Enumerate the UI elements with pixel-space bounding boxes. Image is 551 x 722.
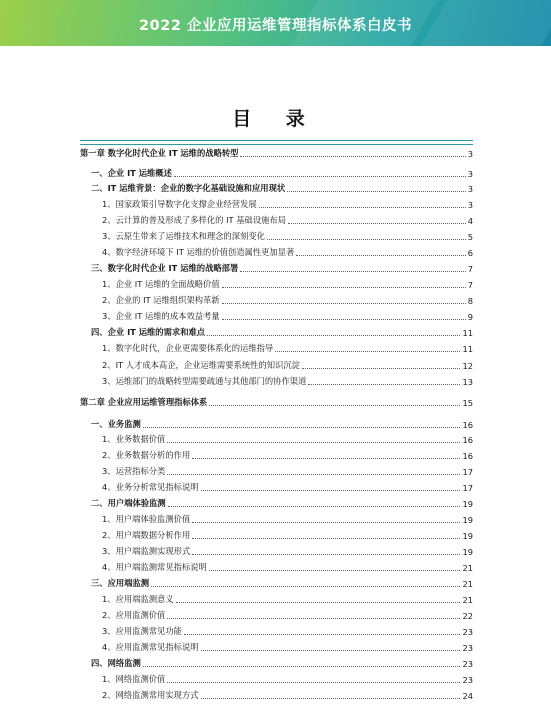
- toc-page-number: 6: [467, 248, 473, 258]
- toc-leader-dots: [143, 665, 461, 667]
- toc-page-number: 3: [467, 169, 473, 179]
- toc-leader-dots: [209, 569, 461, 571]
- toc-subsection[interactable]: [80, 448, 473, 461]
- toc-page-number: 23: [462, 643, 473, 653]
- toc-leader-dots: [201, 697, 461, 699]
- toc-entry-title: 二、IT 运维背景：企业的数字化基础设施和应用现状: [91, 183, 286, 193]
- toc-leader-dots: [167, 441, 460, 443]
- toc-subsection[interactable]: [80, 213, 473, 226]
- toc-entry-title: 二、用户端体验监测: [91, 498, 166, 508]
- toc-page-number: 23: [462, 627, 473, 637]
- toc-leader-dots: [240, 270, 465, 272]
- toc-entry-title: 4、数字经济环境下 IT 运维的价值创造属性更加显著: [102, 247, 295, 257]
- toc-leader-dots: [201, 489, 461, 491]
- toc-subsection[interactable]: [80, 197, 473, 210]
- toc-leader-dots: [240, 155, 465, 157]
- toc-subsection[interactable]: [80, 245, 473, 258]
- toc-page-number: 17: [462, 483, 473, 493]
- toc-subsection[interactable]: [80, 512, 473, 525]
- toc-chapter[interactable]: [80, 146, 473, 159]
- toc-subsection[interactable]: [80, 528, 473, 541]
- toc-section[interactable]: [80, 325, 473, 338]
- toc-page-number: 19: [462, 547, 473, 557]
- header-banner: [0, 0, 551, 46]
- toc-entry-title: 1、网络监测价值: [102, 674, 166, 684]
- toc-leader-dots: [296, 254, 465, 256]
- toc-rule: [80, 140, 473, 141]
- toc-leader-dots: [174, 175, 466, 177]
- toc-page-number: 4: [467, 216, 473, 226]
- toc-entry-title: 2、用户端数据分析作用: [102, 530, 191, 540]
- toc-heading: 目 录: [232, 108, 319, 130]
- toc-entry-title: 一、企业 IT 运维概述: [91, 168, 172, 178]
- toc-page-number: 23: [462, 675, 473, 685]
- document-title: 2022 企业应用运维管理指标体系白皮书: [139, 18, 412, 34]
- toc-entry-title: 四、企业 IT 运维的需求和难点: [91, 327, 206, 337]
- toc-subsection[interactable]: [80, 640, 473, 653]
- toc-subsection[interactable]: [80, 560, 473, 573]
- toc-leader-dots: [288, 222, 466, 224]
- toc-page-number: 3: [467, 184, 473, 194]
- toc-leader-dots: [176, 601, 461, 603]
- toc-leader-dots: [222, 318, 466, 320]
- toc-leader-dots: [222, 302, 466, 304]
- toc-entry-title: 2、应用监测价值: [102, 610, 166, 620]
- toc-subsection[interactable]: [80, 309, 473, 322]
- toc-entry-title: 4、用户端监测常见指标说明: [102, 562, 207, 572]
- toc-entry-title: 2、IT 人才成本高企，企业运维需要系统性的知识沉淀: [102, 360, 300, 370]
- toc-subsection[interactable]: [80, 293, 473, 306]
- toc-entry-title: 1、国家政策引导数字化支撑企业经营发展: [102, 199, 257, 209]
- toc-entry-title: 3、运维部门的战略转型需要疏通与其他部门的协作渠道: [102, 376, 307, 386]
- toc-entry-title: 4、业务分析常见指标说明: [102, 482, 199, 492]
- toc-leader-dots: [275, 350, 460, 352]
- toc-entry-title: 3、企业 IT 运维的成本效益考量: [102, 311, 220, 321]
- toc-leader-dots: [143, 426, 461, 428]
- toc-subsection[interactable]: [80, 480, 473, 493]
- toc-entry-title: 4、应用监测常见指标说明: [102, 642, 199, 652]
- toc-entry-title: 第一章 数字化时代企业 IT 运维的战略转型: [80, 148, 239, 158]
- toc-entry-title: 2、企业的 IT 运维组织架构革新: [102, 295, 220, 305]
- toc-page-number: 12: [462, 361, 473, 371]
- toc-subsection[interactable]: [80, 341, 473, 354]
- toc-page-number: 19: [462, 531, 473, 541]
- toc-entry-title: 3、运营指标分类: [102, 466, 166, 476]
- toc-page-number: 17: [462, 467, 473, 477]
- toc-subsection[interactable]: [80, 464, 473, 477]
- toc-leader-dots: [259, 206, 466, 208]
- toc-rule: [80, 144, 473, 145]
- toc-page-number: 8: [467, 296, 473, 306]
- toc-subsection[interactable]: [80, 592, 473, 605]
- toc-leader-dots: [151, 585, 460, 587]
- toc-page-number: 13: [462, 377, 473, 387]
- toc-entry-title: 1、数字化时代，企业更需要体系化的运维指导: [102, 343, 274, 353]
- toc-entry-title: 1、业务数据价值: [102, 434, 166, 444]
- toc-entry-title: 2、云计算的普及形成了多样化的 IT 基础设施布局: [102, 215, 287, 225]
- toc-rules: [80, 140, 473, 145]
- toc-page-number: 5: [467, 232, 473, 242]
- toc-leader-dots: [207, 334, 460, 336]
- toc-page-number: 24: [462, 691, 473, 701]
- toc-entry-title: 1、用户端体验监测价值: [102, 514, 191, 524]
- toc-entry-title: 2、业务数据分析的作用: [102, 450, 191, 460]
- toc-leader-dots: [267, 238, 466, 240]
- toc-subsection[interactable]: [80, 229, 473, 242]
- toc-leader-dots: [308, 383, 460, 385]
- toc-leader-dots: [222, 286, 466, 288]
- toc-leader-dots: [287, 190, 466, 192]
- toc-entry-title: 1、企业 IT 运维的全面战略价值: [102, 279, 220, 289]
- toc-subsection[interactable]: [80, 358, 473, 371]
- toc-entry-title: 一、业务监测: [91, 419, 141, 429]
- toc-section[interactable]: [80, 261, 473, 274]
- toc-page-number: 16: [462, 435, 473, 445]
- toc-section[interactable]: [80, 496, 473, 509]
- toc-leader-dots: [192, 457, 460, 459]
- toc-page-number: 11: [462, 328, 473, 338]
- toc-subsection[interactable]: [80, 624, 473, 637]
- toc-leader-dots: [167, 473, 460, 475]
- toc-page-number: 3: [467, 149, 473, 159]
- toc-leader-dots: [302, 367, 460, 369]
- toc-leader-dots: [201, 649, 461, 651]
- toc-page-number: 21: [462, 579, 473, 589]
- toc-leader-dots: [168, 505, 461, 507]
- toc-page-number: 7: [467, 264, 473, 274]
- toc-entry-title: 第二章 企业应用运维管理指标体系: [80, 397, 208, 407]
- toc-page-number: 19: [462, 515, 473, 525]
- toc-page-number: 15: [462, 398, 473, 408]
- toc-leader-dots: [192, 553, 460, 555]
- toc-entry-title: 四、网络监测: [91, 658, 141, 668]
- toc-page-number: 9: [467, 312, 473, 322]
- toc-entry-title: 2、网络监测常用实现方式: [102, 690, 199, 700]
- toc-page-number: 21: [462, 563, 473, 573]
- toc-leader-dots: [192, 521, 460, 523]
- toc-entry-title: 1、应用端监测意义: [102, 594, 174, 604]
- toc-leader-dots: [167, 617, 460, 619]
- toc-page-number: 11: [462, 344, 473, 354]
- toc-entry-title: 3、云原生带来了运维技术和理念的深刻变化: [102, 231, 265, 241]
- toc-subsection[interactable]: [80, 608, 473, 621]
- toc-page-number: 16: [462, 420, 473, 430]
- toc-subsection[interactable]: [80, 374, 473, 387]
- toc-section[interactable]: [80, 166, 473, 179]
- toc-leader-dots: [167, 681, 460, 683]
- toc-page-number: 22: [462, 611, 473, 621]
- toc-page-number: 3: [467, 200, 473, 210]
- toc-page-number: 7: [467, 280, 473, 290]
- toc-section[interactable]: [80, 181, 473, 194]
- toc-entry-title: 3、应用监测常见功能: [102, 626, 182, 636]
- toc-subsection[interactable]: [80, 672, 473, 685]
- toc-chapter[interactable]: [80, 395, 473, 408]
- toc-section[interactable]: [80, 656, 473, 669]
- toc-subsection[interactable]: [80, 277, 473, 290]
- toc-page-number: 16: [462, 451, 473, 461]
- toc-section[interactable]: [80, 417, 473, 430]
- toc-entry-title: 3、用户端监测实现形式: [102, 546, 191, 556]
- toc-leader-dots: [192, 537, 460, 539]
- toc-leader-dots: [184, 633, 460, 635]
- toc-page-number: 19: [462, 499, 473, 509]
- toc-entry-title: 三、应用端监测: [91, 578, 150, 588]
- toc-entry-title: 三、数字化时代企业 IT 运维的战略部署: [91, 263, 239, 273]
- toc-page-number: 21: [462, 595, 473, 605]
- toc-subsection[interactable]: [80, 688, 473, 701]
- toc-subsection[interactable]: [80, 544, 473, 557]
- toc-subsection[interactable]: [80, 432, 473, 445]
- toc-leader-dots: [209, 404, 460, 406]
- toc-section[interactable]: [80, 576, 473, 589]
- toc-page-number: 23: [462, 659, 473, 669]
